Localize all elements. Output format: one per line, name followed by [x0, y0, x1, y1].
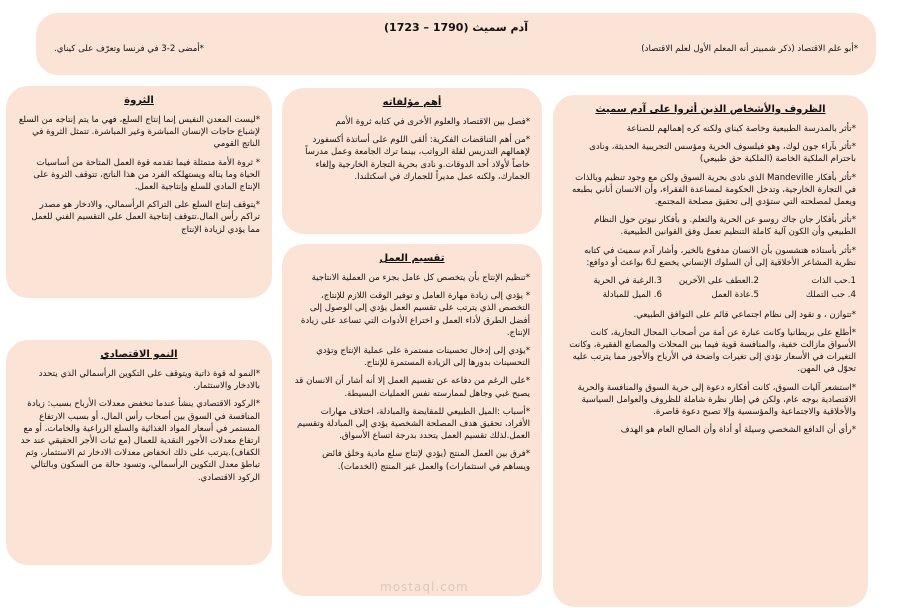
circumstances-p4: *تأثر بأفكار جان جاك روسو عن الحرية والتعلم. و بأفكار نيوتن حول النظام الطبيعي وأن الكون آلية كاملة التنظيم تعمل وفق القوانين الطبيعية.: [594, 215, 856, 238]
header-right-note: *أبو علم الاقتصاد (ذكر شمبيتر أنه المعلم الأول لعلم الاقتصاد): [641, 44, 858, 54]
header-box: [36, 13, 876, 75]
circumstances-p6: *تتوازن ، و تقود إلى نظام اجتماعي قائم على التوافق الطبيعي.: [633, 309, 856, 320]
circumstances-box: [553, 95, 868, 607]
header-left-note: *أمضى 2-3 في فرنسا وتعرّف على كيناي.: [54, 44, 204, 54]
motives-table: [565, 275, 856, 303]
motive-item: 1.حب الذات: [811, 276, 856, 287]
circumstances-p9: *رأي أن الدافع الشخصي وسيلة أو أداة وأن الصالح العام هو الهدف: [620, 425, 856, 436]
works-p2: *من أهم التناقضات الفكرية: ألقى اللوم على أساتذة أكسفورد لإهمالهم التدريس لقلة الرواتب، بينما ترك الجامعة وعمل مدرساً خاصاً لأولاد أحد الدوقات.و نادى بحرية التجارة الخارجية وإلغاء الجمارك، ولكنه عمل مديراً للجمارك في اسكتلندا.: [305, 135, 530, 182]
growth-title: النمو الاقتصادي: [100, 349, 178, 360]
watermark: mostaql.com: [380, 580, 469, 594]
works-title: أهم مؤلفاته: [382, 97, 442, 108]
growth-p1: *النمو له قوة ذاتية ويتوقف على التكوين الرأسمالي الذي يتحدد بالادخار والاستثمار.: [38, 369, 260, 392]
wealth-p1: *ليست المعدن النفيس إنما إنتاج السلع، فهي ما يتم إنتاجه من السلع لإشباع حاجات الإنسان المباشرة وغير المباشرة. تتمثل الثروة في الناتج القومي: [18, 115, 260, 150]
growth-box: [6, 340, 272, 565]
page-title: آدم سميث (1790 – 1723): [384, 21, 528, 34]
labor-p6: *فرق بين العمل المنتج (يؤدي لإنتاج سلع مادية وخلق فائض ويساهم في استثمارات) والعمل غير المنتج (الخدمات).: [322, 449, 530, 472]
labor-p2: * يؤدي إلى زيادة مهارة العامل و توفير الوقت اللازم للإنتاج، التخصص الذي يترتب على تقسيم العمل يؤدي إلى الوصول إلى أفضل الطرق لأداء العمل و اختراع الأدوات التي تساعد على زيادة الإنتاج.: [300, 291, 530, 338]
works-p1: *فصل بين الاقتصاد والعلوم الأخرى في كتابه ثروة الأمم: [335, 117, 530, 127]
circumstances-p3: *تأثر بأفكار Mandeville الذي نادى بحرية السوق ولكن مع وجود تنظيم وبالذات في التجارة الخارجية، وتدخل الحكومة لمساعدة الفقراء، وأن الانسان أناني بطبعه ويعمل لمصلحته التي ستؤدي إلى تحقيق مصلحة المجتمع.: [572, 172, 856, 208]
motive-item: 3.الرغبة في الحرية: [593, 276, 662, 287]
wealth-p2: * ثروة الأمة متمثلة فيما تقدمه قوة العمل المتاحة من أساسيات الحياة وما يناله ويستهلكه الفرد من هذا الناتج، تتوقف الثروة على الإنتاج المادي للسلع وإنتاجية العمل.: [33, 157, 260, 193]
labor-title: تقسيم العمل: [379, 253, 445, 264]
circumstances-p1: *تأثر بالمدرسة الطبيعية وخاصة كيناي ولكنه كره إهمالهم للصناعة: [626, 124, 856, 134]
motives-row: [565, 289, 856, 303]
circumstances-p8: *استشعر آليات السوق، كانت أفكاره دعوة إلى حرية السوق والمنافسة والحرية الاقتصادية بوجه عام، ولكن في إطار نظرة شاملة للظروف والعوامل السياسية والأخلاقية والاجتماعية والمؤسسية وإلا تصبح دعوة قاصرة.: [577, 382, 856, 417]
circumstances-p2: *تأثر بآراء جون لوك، وهو فيلسوف الحرية ومؤسس التجريبية الحديثة، ونادى باحترام الملكية الخاصة (الملكية حق طبيعي): [589, 142, 856, 165]
labor-p1: *تنظيم الإنتاج بأن يتخصص كل عامل بجزء من العملية الانتاجية: [311, 273, 530, 283]
motive-item: 6. الميل للمبادلة: [602, 289, 662, 300]
wealth-box: [6, 86, 272, 298]
labor-p5: *أسباب :الميل الطبيعي للمقايضة والمبادلة، اختلاف مهارات الأفراد، تحقيق هدف المصلحة الشخصية يؤدي إلى المبادلة وتقسيم العمل.لذلك تقسيم العمل يتحدد بدرجة اتساع الأسواق.: [297, 406, 530, 442]
motive-item: 5.عادة العمل: [711, 289, 759, 300]
growth-p2: *الركود الاقتصادي ينشأ عندما تنخفض معدلات الأرباح بسبب: زيادة المنافسة في السوق بين أصحاب رأس المال، أو بسبب الارتفاع المستمر في أسعار المواد الغذائية والسلع الزراعية والخامات، أو مع ارتفاع معدلات الأجور النقدية للعمال (مع ثبات الأجر الحقيقي عند حد الكفاف).يترتب على ذلك انخفاض معدلات الادخار ثم الاستثمار، وثم تباطؤ معدل التكوين الرأسمالي، وتسود حالة من السكون وبالتالي الركود الاقتصادي.: [20, 399, 260, 483]
circumstances-title: الظروف والأشخاص الذين أثروا على آدم سميث: [595, 104, 826, 115]
header-notes: [54, 44, 858, 54]
motives-row: [565, 275, 856, 289]
wealth-p3: *يتوقف إنتاج السلع على التراكم الرأسمالي، والادخار هو مصدر تراكم رأس المال.تتوقف إنتاجية العمل على التقسيم الفني للعمل مما يؤدي لزيادة الإنتاج: [31, 200, 260, 235]
wealth-title: الثروة: [124, 95, 154, 106]
works-box: [282, 88, 542, 234]
circumstances-p5: *تأثر بأستاذه هتشسون بأن الانسان مدفوع بالخير، وأشار آدم سميث في كتابه نظرية المشاعر الأخلاقية إلى أن السلوك الإنساني يخضع لـ6 بواعث أو دوافع:: [584, 245, 856, 268]
labor-p3: *يؤدي إلى إدخال تحسينات مستمرة على عملية الإنتاج وتؤدي التحسينات بدورها إلى الزيادة المستمرة للإنتاج.: [316, 346, 530, 369]
motive-item: 2.العطف على الآخرين: [678, 276, 759, 287]
motive-item: 4. حب التملك: [805, 289, 856, 300]
circumstances-p7: *أطلع على بريطانيا وكانت عبارة عن أمة من أصحاب المحال التجارية، كانت الأسواق مازالت خفية، والمنافسة قوية فيما بين المحلات والمصانع الفقيرة، وكانت التغيرات في الأسعار تؤدي إلى تغيرات واضحة في الأرباح والأجور مما يترتب عليه تحوّل في المهن.: [569, 327, 856, 375]
labor-p4: *على الرغم من دفاعه عن تقسيم العمل إلا أنه أشار أن الانسان قد يصبح غبي وجاهل لممارسته نفس العمليات البسيطة.: [294, 376, 530, 399]
labor-box: [282, 244, 542, 596]
